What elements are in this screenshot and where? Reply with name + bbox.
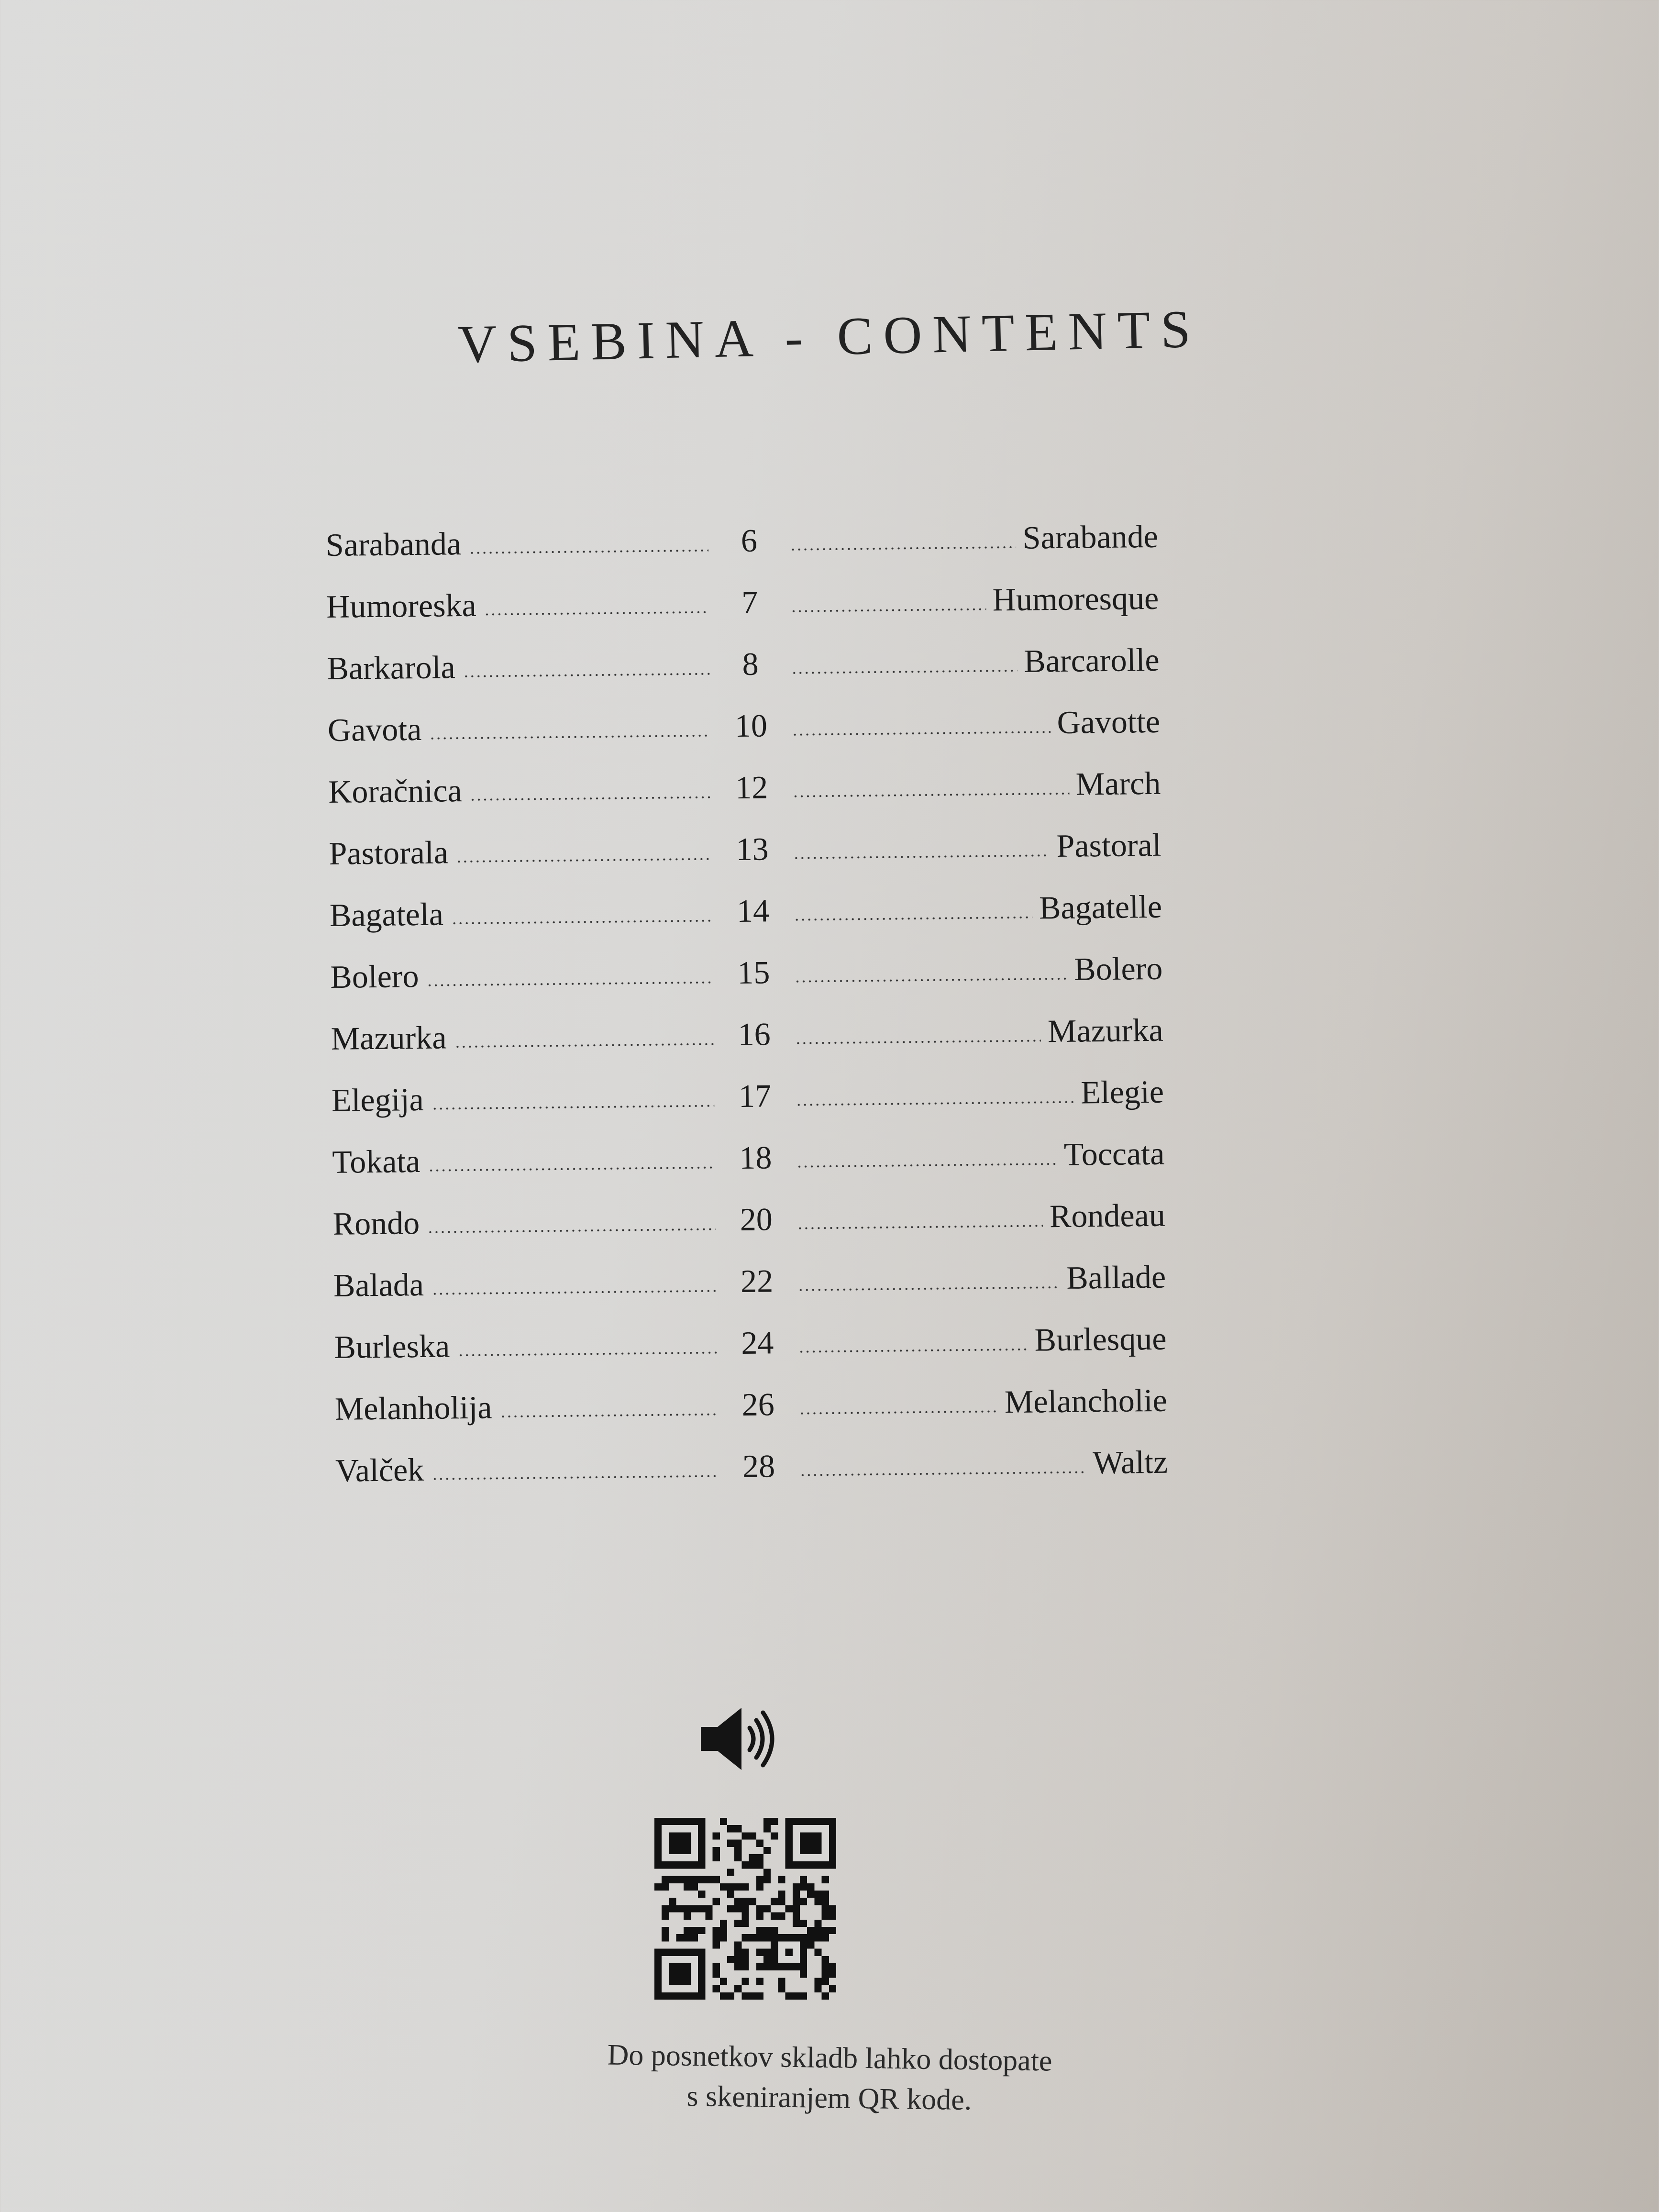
toc-page-number: 17 bbox=[738, 1077, 772, 1115]
dot-leader bbox=[796, 1163, 1058, 1168]
dot-leader bbox=[799, 1410, 998, 1414]
speaker-icon bbox=[696, 1703, 782, 1775]
toc-slovene-title: Burleska bbox=[334, 1327, 450, 1365]
toc-left bbox=[335, 1448, 719, 1490]
dot-leader bbox=[470, 796, 711, 801]
toc-english-title: Bagatelle bbox=[1039, 888, 1162, 926]
toc-row bbox=[334, 1296, 1167, 1366]
toc-slovene-title: Gavota bbox=[327, 710, 422, 748]
dot-leader bbox=[484, 611, 709, 616]
toc-english-title: Humoresque bbox=[992, 579, 1159, 618]
toc-page-number: 7 bbox=[741, 584, 758, 620]
toc-slovene-title: Tokata bbox=[332, 1142, 420, 1180]
toc-right bbox=[794, 888, 1162, 929]
toc-left bbox=[334, 1386, 718, 1428]
toc-english-title: Mazurka bbox=[1047, 1011, 1164, 1050]
dot-leader bbox=[796, 1101, 1074, 1106]
toc-row bbox=[327, 679, 1160, 749]
toc-right bbox=[797, 1258, 1166, 1300]
caption-line-2: s skeniranjem QR kode. bbox=[686, 2079, 972, 2117]
toc-slovene-title: Balada bbox=[333, 1266, 424, 1304]
toc-slovene-title: Melanholija bbox=[334, 1389, 492, 1427]
toc-right bbox=[798, 1382, 1167, 1423]
dot-leader bbox=[469, 550, 708, 554]
toc-left bbox=[327, 646, 710, 687]
toc-page-number: 22 bbox=[740, 1262, 774, 1299]
toc-row bbox=[329, 802, 1161, 873]
toc-right bbox=[796, 1196, 1165, 1238]
dot-leader bbox=[792, 793, 1069, 797]
qr-code[interactable] bbox=[654, 1818, 836, 2000]
toc-right bbox=[795, 1011, 1163, 1053]
toc-english-title: Toccata bbox=[1063, 1135, 1165, 1172]
toc-row bbox=[332, 1111, 1165, 1181]
dot-leader bbox=[795, 978, 1068, 983]
toc-row bbox=[332, 1172, 1165, 1243]
toc-slovene-title: Barkarola bbox=[327, 649, 456, 686]
dot-leader bbox=[794, 917, 1032, 921]
toc-english-title: Elegie bbox=[1080, 1073, 1164, 1111]
toc-slovene-title: Bolero bbox=[330, 958, 419, 995]
toc-page-number: 8 bbox=[742, 645, 759, 682]
toc-page-number: 13 bbox=[736, 830, 769, 868]
dot-leader bbox=[430, 735, 711, 740]
toc-page-number: 24 bbox=[741, 1324, 774, 1361]
toc-row bbox=[328, 741, 1161, 811]
toc-left bbox=[330, 893, 713, 934]
toc-page-number: 6 bbox=[741, 522, 758, 559]
toc-english-title: Rondeau bbox=[1049, 1196, 1166, 1235]
toc-right bbox=[796, 1073, 1164, 1115]
toc-english-title: Barcarolle bbox=[1023, 641, 1160, 679]
toc-english-title: March bbox=[1075, 764, 1161, 802]
toc-english-title: Pastoral bbox=[1056, 826, 1161, 864]
toc-left bbox=[326, 584, 709, 626]
dot-leader bbox=[799, 1471, 1086, 1476]
toc-right bbox=[792, 764, 1161, 806]
toc-row bbox=[335, 1419, 1168, 1490]
dot-leader bbox=[793, 854, 1050, 859]
toc-row bbox=[325, 494, 1158, 564]
toc-left bbox=[329, 831, 712, 873]
toc-right bbox=[796, 1135, 1165, 1176]
toc-left bbox=[328, 769, 711, 811]
toc-right bbox=[790, 579, 1159, 621]
toc-english-title: Melancholie bbox=[1004, 1382, 1168, 1420]
toc-slovene-title: Rondo bbox=[332, 1205, 420, 1242]
toc-row bbox=[326, 555, 1159, 626]
toc-right bbox=[792, 703, 1161, 744]
dot-leader bbox=[431, 1475, 718, 1480]
toc-english-title: Ballade bbox=[1066, 1258, 1166, 1296]
dot-leader bbox=[790, 608, 986, 612]
toc-left bbox=[330, 954, 713, 996]
toc-left bbox=[332, 1201, 716, 1243]
toc-page-number: 28 bbox=[742, 1448, 775, 1484]
dot-leader bbox=[797, 1286, 1060, 1291]
toc-left bbox=[333, 1263, 717, 1305]
qr-caption bbox=[0, 2026, 1659, 2130]
toc-row bbox=[330, 926, 1162, 996]
caption-line-1: Do posnetkov skladb lahko dostopate bbox=[607, 2038, 1052, 2078]
toc-row bbox=[327, 617, 1160, 687]
toc-english-title: Sarabande bbox=[1022, 518, 1159, 556]
toc-page-number: 15 bbox=[737, 954, 770, 991]
dot-leader bbox=[500, 1414, 718, 1418]
dot-leader bbox=[456, 858, 712, 863]
toc-page-number: 12 bbox=[735, 769, 768, 806]
dot-leader bbox=[790, 546, 1016, 551]
toc-slovene-title: Sarabanda bbox=[325, 525, 462, 563]
toc-slovene-title: Bagatela bbox=[329, 896, 444, 933]
toc-slovene-title: Valček bbox=[335, 1451, 424, 1489]
dot-leader bbox=[791, 670, 1018, 674]
toc-left bbox=[328, 708, 711, 749]
dot-leader bbox=[427, 982, 713, 986]
toc-left bbox=[332, 1139, 715, 1181]
toc-slovene-title: Elegija bbox=[331, 1081, 424, 1118]
dot-leader bbox=[795, 1040, 1041, 1044]
toc-row bbox=[329, 864, 1162, 934]
toc-right bbox=[791, 641, 1160, 683]
toc-left bbox=[331, 1016, 714, 1058]
dot-leader bbox=[463, 673, 710, 677]
dot-leader bbox=[431, 1290, 716, 1295]
dot-leader bbox=[457, 1352, 717, 1357]
toc-row bbox=[331, 987, 1163, 1058]
toc-left bbox=[332, 1078, 715, 1119]
toc-left bbox=[326, 522, 709, 564]
page-title: VSEBINA - CONTENTS bbox=[457, 299, 1202, 375]
toc-english-title: Waltz bbox=[1092, 1443, 1168, 1481]
toc-left bbox=[334, 1325, 717, 1366]
dot-leader bbox=[454, 1043, 714, 1048]
toc-english-title: Burlesque bbox=[1034, 1320, 1167, 1358]
toc-english-title: Gavotte bbox=[1057, 703, 1161, 741]
toc-slovene-title: Mazurka bbox=[331, 1019, 447, 1057]
toc-slovene-title: Koračnica bbox=[328, 772, 463, 810]
dot-leader bbox=[792, 731, 1051, 736]
dot-leader bbox=[428, 1167, 715, 1172]
dot-leader bbox=[427, 1228, 716, 1233]
toc-slovene-title: Pastorala bbox=[329, 834, 449, 872]
toc-page-number: 18 bbox=[739, 1139, 772, 1176]
toc-right bbox=[798, 1320, 1167, 1361]
dot-leader bbox=[798, 1349, 1028, 1353]
toc-page-number: 20 bbox=[740, 1201, 773, 1238]
dot-leader bbox=[431, 1105, 714, 1110]
toc-english-title: Bolero bbox=[1073, 950, 1163, 987]
dot-leader bbox=[451, 920, 712, 925]
toc-slovene-title: Humoreska bbox=[326, 586, 477, 625]
toc-row bbox=[334, 1358, 1167, 1428]
toc-row bbox=[331, 1049, 1164, 1119]
dot-leader bbox=[797, 1225, 1043, 1229]
toc-page-number: 10 bbox=[734, 707, 768, 744]
toc-page-number: 26 bbox=[741, 1386, 775, 1423]
toc-row bbox=[333, 1234, 1166, 1305]
toc-right bbox=[789, 518, 1158, 559]
table-of-contents bbox=[325, 494, 1168, 1490]
toc-right bbox=[799, 1443, 1168, 1485]
toc-right bbox=[793, 826, 1161, 868]
toc-page-number: 16 bbox=[738, 1016, 771, 1053]
toc-right bbox=[794, 950, 1163, 991]
toc-page-number: 14 bbox=[736, 892, 770, 929]
